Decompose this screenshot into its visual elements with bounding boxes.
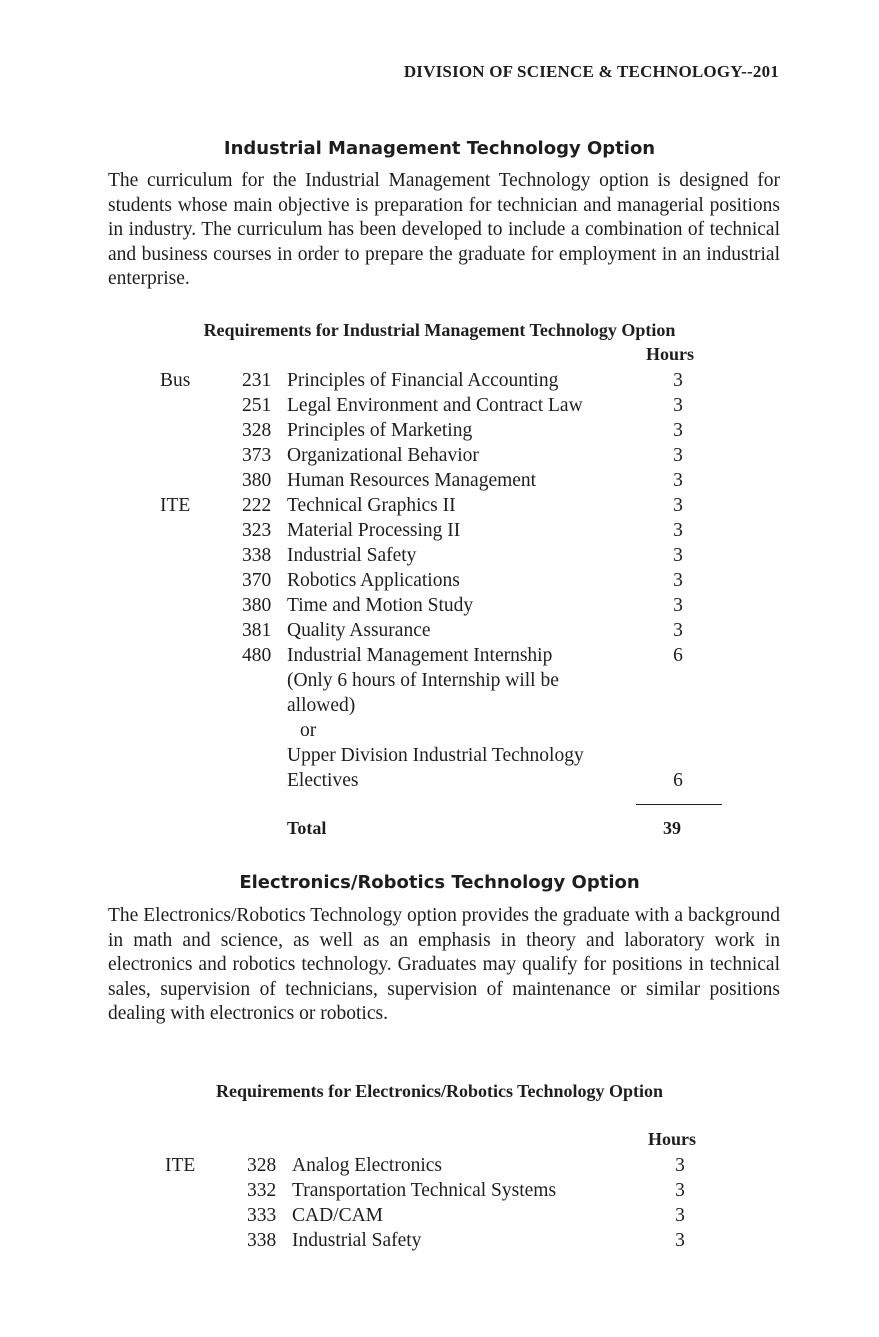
course-name: Principles of Financial Accounting xyxy=(287,370,559,391)
course-number: 373 xyxy=(242,445,272,466)
course-row xyxy=(0,595,879,620)
course-name: Organizational Behavior xyxy=(287,445,479,466)
course-hours: 3 xyxy=(673,470,683,491)
course-hours: 3 xyxy=(673,445,683,466)
course-number: 370 xyxy=(242,570,272,591)
course-number: 332 xyxy=(247,1180,277,1201)
course-row xyxy=(0,1230,879,1255)
course-name: CAD/CAM xyxy=(292,1205,384,1226)
course-hours: 3 xyxy=(675,1230,685,1251)
electives-label: Upper Division Industrial Technology xyxy=(287,745,584,766)
course-number: 380 xyxy=(242,470,272,491)
course-row xyxy=(0,620,879,645)
section-title-industrial-management: Industrial Management Technology Option xyxy=(223,138,656,159)
course-name: Human Resources Management xyxy=(287,470,537,491)
hours-column-header: Hours xyxy=(648,1129,697,1149)
course-row xyxy=(0,645,879,670)
course-name: Principles of Marketing xyxy=(287,420,473,441)
course-number: 251 xyxy=(242,395,272,416)
course-row xyxy=(0,1180,879,1205)
course-row xyxy=(0,470,879,495)
course-hours: 3 xyxy=(673,495,683,516)
course-number: 338 xyxy=(247,1230,277,1251)
course-number: 328 xyxy=(247,1155,277,1176)
course-row xyxy=(0,1205,879,1230)
course-hours: 3 xyxy=(673,395,683,416)
course-name: Industrial Safety xyxy=(292,1230,422,1251)
requirements-title-electronics-robotics: Requirements for Electronics/Robotics Technology Option xyxy=(215,1081,663,1101)
course-number: 380 xyxy=(242,595,272,616)
course-name: Quality Assurance xyxy=(287,620,431,641)
course-number: 480 xyxy=(242,645,272,666)
course-row xyxy=(0,395,879,420)
course-row xyxy=(0,545,879,570)
requirements-title-industrial-management: Requirements for Industrial Management Technology Option xyxy=(203,320,676,340)
course-hours: 3 xyxy=(673,420,683,441)
course-row xyxy=(0,420,879,445)
course-name: Analog Electronics xyxy=(292,1155,442,1176)
section-paragraph-industrial-management: The curriculum for the Industrial Management Technology option is designed for students whose main objective is preparation for technician and managerial positions in industry. The curriculum has been developed to include a combination of technical and business courses in order to prepare the graduate for employment in an industrial enterprise. xyxy=(108,170,780,289)
course-hours: 3 xyxy=(675,1180,685,1201)
total-label: Total xyxy=(287,818,327,838)
course-row xyxy=(0,495,879,520)
course-name: Transportation Technical Systems xyxy=(292,1180,557,1201)
electives-label-continued: Electives xyxy=(287,770,359,791)
course-name: Time and Motion Study xyxy=(287,595,474,616)
course-hours: 3 xyxy=(673,570,683,591)
course-hours: 3 xyxy=(673,595,683,616)
course-name: Robotics Applications xyxy=(287,570,460,591)
total-hours: 39 xyxy=(663,818,681,838)
internship-note-continued: allowed) xyxy=(287,695,356,716)
course-number: 323 xyxy=(242,520,272,541)
course-number: 328 xyxy=(242,420,272,441)
course-name: Industrial Management Internship xyxy=(287,645,553,666)
course-number: 222 xyxy=(242,495,272,516)
course-row xyxy=(0,445,879,470)
internship-note: (Only 6 hours of Internship will be xyxy=(287,670,559,691)
course-hours: 6 xyxy=(673,645,683,666)
course-row xyxy=(0,1155,879,1180)
hours-column-header: Hours xyxy=(646,344,695,364)
course-hours: 3 xyxy=(675,1155,685,1176)
course-hours: 3 xyxy=(673,545,683,566)
course-name: Legal Environment and Contract Law xyxy=(287,395,583,416)
course-number: 333 xyxy=(247,1205,277,1226)
course-hours: 3 xyxy=(673,370,683,391)
course-number: 338 xyxy=(242,545,272,566)
course-name: Technical Graphics II xyxy=(287,495,456,516)
course-name: Industrial Safety xyxy=(287,545,417,566)
course-row xyxy=(0,570,879,595)
electives-hours: 6 xyxy=(673,770,683,791)
total-divider xyxy=(636,804,722,805)
or-separator: or xyxy=(300,720,317,741)
course-name: Material Processing II xyxy=(287,520,461,541)
course-number: 381 xyxy=(242,620,272,641)
course-dept: ITE xyxy=(165,1155,196,1176)
section-paragraph-electronics-robotics: The Electronics/Robotics Technology option provides the graduate with a background in math and science, as well as an emphasis in theory and laboratory work in electronics and robotics technology. Graduates may qualify for positions in technical sales, supervision of technicians, supervision of maintenance or similar positions dealing with electronics or robotics. xyxy=(108,905,780,1024)
course-number: 231 xyxy=(242,370,272,391)
course-hours: 3 xyxy=(673,520,683,541)
course-row xyxy=(0,370,879,395)
course-hours: 3 xyxy=(675,1205,685,1226)
course-dept: Bus xyxy=(160,370,191,391)
page-header: DIVISION OF SCIENCE & TECHNOLOGY--201 xyxy=(403,62,779,81)
course-hours: 3 xyxy=(673,620,683,641)
course-row xyxy=(0,520,879,545)
course-dept: ITE xyxy=(160,495,191,516)
section-title-electronics-robotics: Electronics/Robotics Technology Option xyxy=(239,872,640,893)
